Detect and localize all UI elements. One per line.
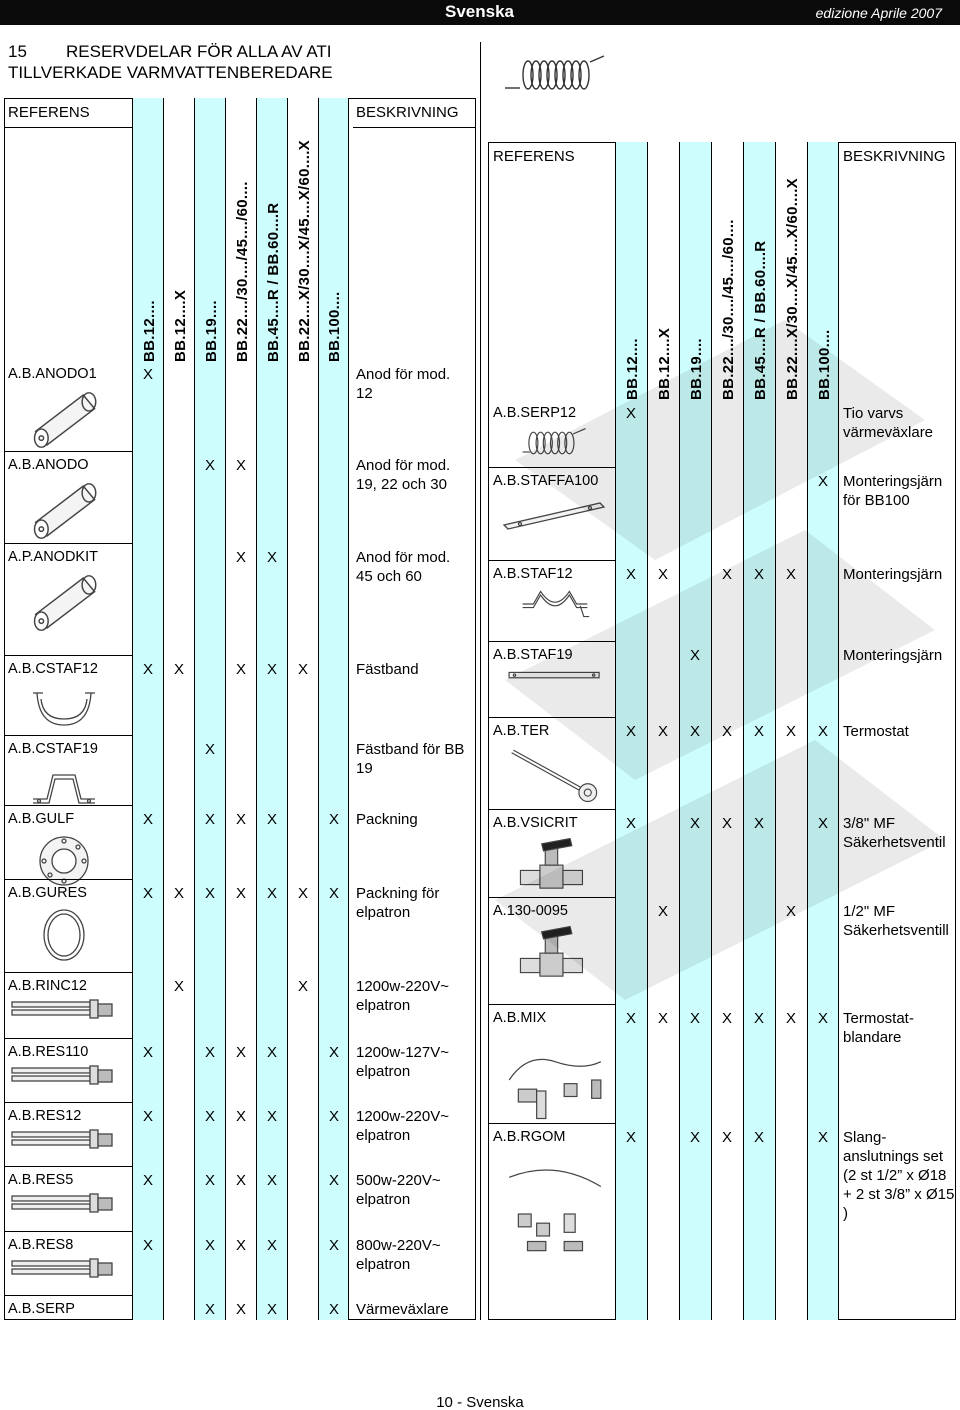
hose-connector-icon	[500, 1149, 610, 1283]
thermostat-icon	[500, 743, 610, 809]
part-description: Anod för mod. 12	[356, 366, 451, 402]
part-description: Värmeväxlare	[356, 1301, 449, 1318]
part-description: 1200w-127V~ elpatron	[356, 1044, 449, 1080]
compat-mark: X	[235, 1044, 246, 1061]
part-ref: A.B.RGOM	[493, 1129, 566, 1145]
page-divider	[480, 42, 481, 1320]
left-column-4	[225, 98, 256, 1320]
page-footer: 10 - Svenska	[436, 1394, 524, 1410]
compat-mark: X	[235, 811, 246, 828]
compat-mark: X	[657, 566, 668, 583]
column-header: BB.22..../30..../45..../60....	[233, 181, 251, 362]
part-description: Anod för mod. 19, 22 och 30	[356, 457, 451, 493]
compat-mark: X	[266, 1108, 277, 1125]
compat-mark: X	[625, 815, 636, 832]
part-ref: A.130-0095	[493, 903, 568, 919]
language-label: Svenska	[445, 2, 514, 21]
heating-element-icon	[8, 998, 118, 1030]
column-header: BB.12....X	[656, 327, 673, 400]
part-description: Tio varvs värmeväxlare	[843, 405, 934, 441]
compat-mark: X	[328, 885, 339, 902]
part-ref: A.B.SERP	[8, 1301, 75, 1317]
left-header-rule	[5, 127, 135, 128]
compat-mark: X	[173, 885, 184, 902]
row-separator	[4, 805, 132, 806]
row-separator	[4, 735, 132, 736]
compat-mark: X	[625, 405, 636, 422]
compat-mark: X	[753, 723, 764, 740]
column-header: BB.100....	[326, 291, 343, 362]
row-separator	[4, 1295, 132, 1296]
part-description: Fästband för BB 19	[356, 741, 465, 777]
compat-mark: X	[785, 723, 796, 740]
part-ref: A.B.MIX	[493, 1010, 547, 1026]
column-header: BB.12....X	[171, 289, 189, 362]
left-column-5	[256, 98, 287, 1320]
compat-mark: X	[328, 1301, 339, 1318]
bracket-icon	[24, 761, 104, 815]
compat-mark: X	[817, 473, 828, 490]
row-separator	[4, 879, 132, 880]
compat-mark: X	[235, 885, 246, 902]
compat-mark: X	[625, 723, 636, 740]
part-description: Monteringsjärn	[843, 647, 943, 664]
part-ref: A.B.GULF	[8, 811, 75, 827]
flat-bar-icon	[500, 667, 610, 689]
bar-bracket-icon	[500, 493, 610, 537]
part-description: Termostat	[843, 723, 909, 740]
row-separator	[488, 467, 615, 468]
compat-mark: X	[142, 811, 153, 828]
compat-mark: X	[785, 1010, 796, 1027]
anode-icon	[24, 477, 104, 549]
part-ref: A.B.GURES	[8, 885, 87, 901]
compat-mark: X	[235, 549, 246, 566]
heating-element-icon	[8, 1064, 118, 1096]
compat-mark: X	[266, 1237, 277, 1254]
part-ref: A.B.RES8	[8, 1237, 74, 1253]
column-header: BB.100....	[815, 329, 833, 400]
compat-mark: X	[266, 1044, 277, 1061]
left-column-3	[194, 98, 225, 1320]
section-title-line1: RESERVDELAR FÖR ALLA AV ATI	[66, 42, 332, 61]
compat-mark: X	[266, 1172, 277, 1189]
compat-mark: X	[204, 1044, 215, 1061]
compat-mark: X	[721, 566, 732, 583]
part-description: 500w-220V~ elpatron	[356, 1172, 441, 1208]
part-ref: A.B.STAF12	[493, 566, 573, 582]
row-separator	[488, 809, 615, 810]
part-ref: A.B.RES5	[8, 1172, 74, 1188]
column-header: BB.22....X/30....X/45....X/60....X	[295, 140, 313, 362]
part-ref: A.B.TER	[493, 723, 550, 739]
compat-mark: X	[142, 1108, 153, 1125]
compat-mark: X	[817, 723, 828, 740]
part-ref: A.B.ANODO1	[8, 366, 97, 382]
column-header: BB.22..../30..../45..../60....	[720, 219, 737, 400]
compat-mark: X	[689, 723, 700, 740]
compat-mark: X	[297, 885, 308, 902]
row-separator	[4, 655, 132, 656]
part-description: Fästband	[356, 661, 419, 678]
column-header: BB.22....X/30....X/45....X/60....X	[784, 178, 801, 400]
column-header: BB.45....R / BB.60....R	[264, 202, 282, 362]
row-separator	[488, 717, 615, 718]
part-description: Packning för elpatron	[356, 885, 440, 921]
compat-mark: X	[753, 815, 764, 832]
header-bar	[0, 0, 960, 25]
compat-mark: X	[235, 1237, 246, 1254]
column-header: BB.12....	[140, 300, 158, 362]
strap-icon	[24, 681, 104, 735]
safety-valve-icon	[500, 923, 610, 989]
compat-mark: X	[689, 815, 700, 832]
right-ref-header: REFERENS	[493, 148, 575, 165]
row-separator	[4, 451, 132, 452]
compat-mark: X	[817, 815, 828, 832]
compat-mark: X	[721, 815, 732, 832]
part-ref: A.B.STAF19	[493, 647, 573, 663]
part-ref: A.B.SERP12	[493, 405, 577, 421]
left-column-6	[287, 98, 318, 1320]
compat-mark: X	[266, 661, 277, 678]
compat-mark: X	[657, 903, 668, 920]
compat-mark: X	[328, 1108, 339, 1125]
compat-mark: X	[204, 1301, 215, 1318]
part-description: 1200w-220V~ elpatron	[356, 978, 449, 1014]
compat-mark: X	[753, 566, 764, 583]
row-separator	[488, 1123, 615, 1124]
part-description: 1200w-220V~ elpatron	[356, 1108, 449, 1144]
compat-mark: X	[689, 647, 700, 664]
compat-mark: X	[266, 885, 277, 902]
part-ref: A.B.VSICRIT	[493, 815, 578, 831]
compat-mark: X	[721, 723, 732, 740]
compat-mark: X	[328, 1172, 339, 1189]
anode-icon	[24, 386, 104, 458]
part-description: 3/8" MF Säkerhetsventil	[843, 815, 946, 851]
compat-mark: X	[142, 366, 153, 383]
section-title-line2: TILLVERKADE VARMVATTENBEREDARE	[8, 63, 333, 82]
compat-mark: X	[266, 549, 277, 566]
row-separator	[4, 1102, 132, 1103]
compat-mark: X	[204, 1237, 215, 1254]
compat-mark: X	[297, 978, 308, 995]
left-header-rule-right	[353, 127, 475, 128]
row-separator	[4, 972, 132, 973]
part-description: Termostat-blandare	[843, 1010, 914, 1046]
edition-label: edizione Aprile 2007	[815, 5, 942, 21]
compat-mark: X	[625, 1010, 636, 1027]
compat-mark: X	[785, 903, 796, 920]
coil-icon	[500, 50, 610, 100]
compat-mark: X	[328, 1237, 339, 1254]
part-ref: A.B.RES12	[8, 1108, 82, 1124]
compat-mark: X	[817, 1129, 828, 1146]
mixer-icon	[500, 1030, 610, 1134]
part-description: Monteringsjärn	[843, 566, 943, 583]
right-desc-header: BESKRIVNING	[843, 148, 946, 165]
compat-mark: X	[204, 457, 215, 474]
compat-mark: X	[721, 1129, 732, 1146]
row-separator	[4, 1038, 132, 1039]
part-ref: A.B.RINC12	[8, 978, 87, 994]
left-model-columns	[132, 98, 349, 1320]
compat-mark: X	[204, 811, 215, 828]
part-description: 800w-220V~ elpatron	[356, 1237, 441, 1273]
section-title	[8, 41, 333, 83]
part-ref: A.B.RES110	[8, 1044, 89, 1060]
part-description: Packning	[356, 811, 418, 828]
compat-mark: X	[657, 723, 668, 740]
column-header: BB.19....	[688, 338, 705, 400]
part-ref: A.B.STAFFA100	[493, 473, 599, 489]
saddle-bracket-icon	[500, 586, 610, 626]
row-separator	[488, 1004, 615, 1005]
heating-element-icon	[8, 1257, 118, 1289]
compat-mark: X	[204, 1108, 215, 1125]
compat-mark: X	[235, 1108, 246, 1125]
compat-mark: X	[142, 661, 153, 678]
row-separator	[488, 641, 615, 642]
compat-mark: X	[204, 741, 215, 758]
part-description: Monteringsjärn för BB100	[843, 473, 943, 509]
compat-mark: X	[266, 1301, 277, 1318]
part-ref: A.P.ANODKIT	[8, 549, 98, 565]
left-desc-header: BESKRIVNING	[356, 104, 459, 121]
part-description: Anod för mod. 45 och 60	[356, 549, 451, 585]
left-column-7	[318, 98, 349, 1320]
compat-mark: X	[689, 1010, 700, 1027]
part-description: 1/2" MF Säkerhetsventill	[843, 903, 949, 939]
left-column-1	[132, 98, 163, 1320]
compat-mark: X	[328, 811, 339, 828]
compat-mark: X	[785, 566, 796, 583]
compat-mark: X	[753, 1129, 764, 1146]
heating-element-icon	[8, 1192, 118, 1224]
row-separator	[488, 897, 615, 898]
row-separator	[4, 1231, 132, 1232]
compat-mark: X	[142, 1172, 153, 1189]
compat-mark: X	[753, 1010, 764, 1027]
left-ref-header: REFERENS	[8, 104, 90, 121]
part-ref: A.B.CSTAF19	[8, 741, 98, 757]
compat-mark: X	[657, 1010, 668, 1027]
compat-mark: X	[625, 566, 636, 583]
compat-mark: X	[817, 1010, 828, 1027]
compat-mark: X	[142, 1044, 153, 1061]
section-number: 15	[8, 42, 27, 61]
column-header: BB.45....R / BB.60....R	[752, 240, 769, 400]
compat-mark: X	[328, 1044, 339, 1061]
compat-mark: X	[204, 885, 215, 902]
compat-mark: X	[625, 1129, 636, 1146]
compat-mark: X	[235, 1301, 246, 1318]
left-column-2	[163, 98, 194, 1320]
compat-mark: X	[173, 661, 184, 678]
compat-mark: X	[142, 1237, 153, 1254]
anode-kit-icon	[24, 569, 104, 641]
row-separator	[4, 543, 132, 544]
compat-mark: X	[235, 1172, 246, 1189]
safety-valve-icon	[500, 835, 610, 901]
compat-mark: X	[721, 1010, 732, 1027]
heating-element-icon	[8, 1128, 118, 1160]
compat-mark: X	[689, 1129, 700, 1146]
compat-mark: X	[297, 661, 308, 678]
part-ref: A.B.ANODO	[8, 457, 89, 473]
compat-mark: X	[142, 885, 153, 902]
column-header: BB.12....	[624, 338, 641, 400]
compat-mark: X	[173, 978, 184, 995]
ring-gasket-icon	[24, 905, 104, 969]
column-header: BB.19....	[202, 300, 220, 362]
compat-mark: X	[235, 661, 246, 678]
row-separator	[488, 560, 615, 561]
coil-icon	[500, 425, 610, 465]
compat-mark: X	[204, 1172, 215, 1189]
part-description: Slang-anslutnings set (2 st 1/2” x Ø18 + 2 st 3/8” x Ø15 )	[843, 1129, 955, 1222]
part-ref: A.B.CSTAF12	[8, 661, 98, 677]
compat-mark: X	[266, 811, 277, 828]
compat-mark: X	[235, 457, 246, 474]
row-separator	[4, 1166, 132, 1167]
